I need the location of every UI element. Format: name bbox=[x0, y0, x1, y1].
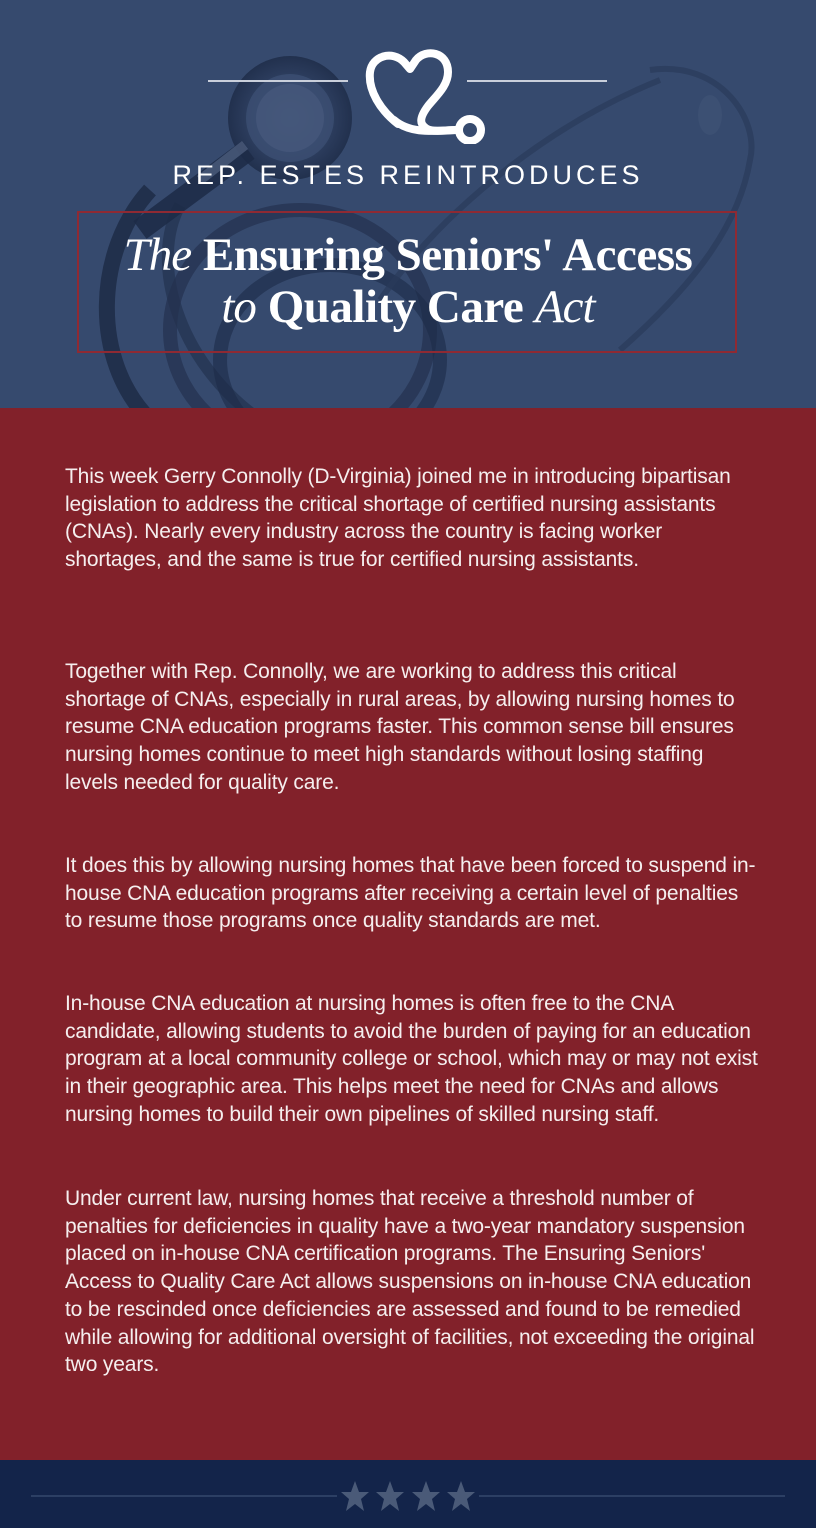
paragraph: Under current law, nursing homes that receive a threshold number of penalties for deficiencies in quality have a two-year mandatory suspension placed on in-house CNA certification programs. The Ensuring Seniors' Access to Quality Care Act allows suspensions on in-house CNA education to be rescinded once deficiencies are assessed and found to be remedied while allowing for additional oversight of facilities, not exceeding the original two years. bbox=[65, 1187, 755, 1377]
paragraph: Together with Rep. Connolly, we are working to address this critical shortage of CNAs, especially in rural areas, by allowing nursing homes to resume CNA education programs faster. This common sense bill ensures nursing homes continue to meet high standards without losing staffing levels needed for quality care. bbox=[65, 660, 735, 794]
star-icon bbox=[375, 1480, 405, 1512]
title-bold: Ensuring Seniors' Access bbox=[202, 229, 693, 281]
header-banner bbox=[0, 0, 816, 408]
title-prefix: to bbox=[221, 281, 256, 333]
heart-stethoscope-icon bbox=[360, 44, 490, 144]
paragraph: It does this by allowing nursing homes that have been forced to suspend in-house CNA education programs after receiving a certain level of penalties to resume those programs once quality standards are met. bbox=[65, 854, 756, 933]
divider-line bbox=[208, 80, 348, 82]
kicker-heading: REP. ESTES REINTRODUCES bbox=[172, 160, 644, 190]
star-icon bbox=[411, 1480, 441, 1512]
title-suffix: Act bbox=[534, 281, 595, 333]
star-icon bbox=[446, 1480, 476, 1512]
title-line-1 bbox=[0, 228, 816, 282]
star-icon bbox=[340, 1480, 370, 1512]
paragraph: In-house CNA education at nursing homes is often free to the CNA candidate, allowing students to avoid the burden of paying for an education program at a local community college or school, which may or may not exist in their geographic area. This helps meet the need for CNAs and allows nursing homes to build their own pipelines of skilled nursing staff. bbox=[65, 992, 758, 1126]
logo-row bbox=[0, 44, 816, 144]
paragraph: This week Gerry Connolly (D-Virginia) joined me in introducing bipartisan legislation to address the critical shortage of certified nursing assistants (CNAs). Nearly every industry across the country is facing worker shortages, and the same is true for certified nursing assistants. bbox=[65, 465, 731, 572]
divider-line bbox=[479, 1495, 785, 1497]
divider-line bbox=[31, 1495, 337, 1497]
article-body bbox=[0, 408, 816, 1460]
title-bold: Quality Care bbox=[267, 281, 524, 333]
title-prefix: The bbox=[123, 229, 192, 281]
footer-bar bbox=[0, 1460, 816, 1528]
divider-line bbox=[467, 80, 607, 82]
title-line-2 bbox=[0, 280, 816, 334]
stars-row bbox=[340, 1480, 476, 1512]
